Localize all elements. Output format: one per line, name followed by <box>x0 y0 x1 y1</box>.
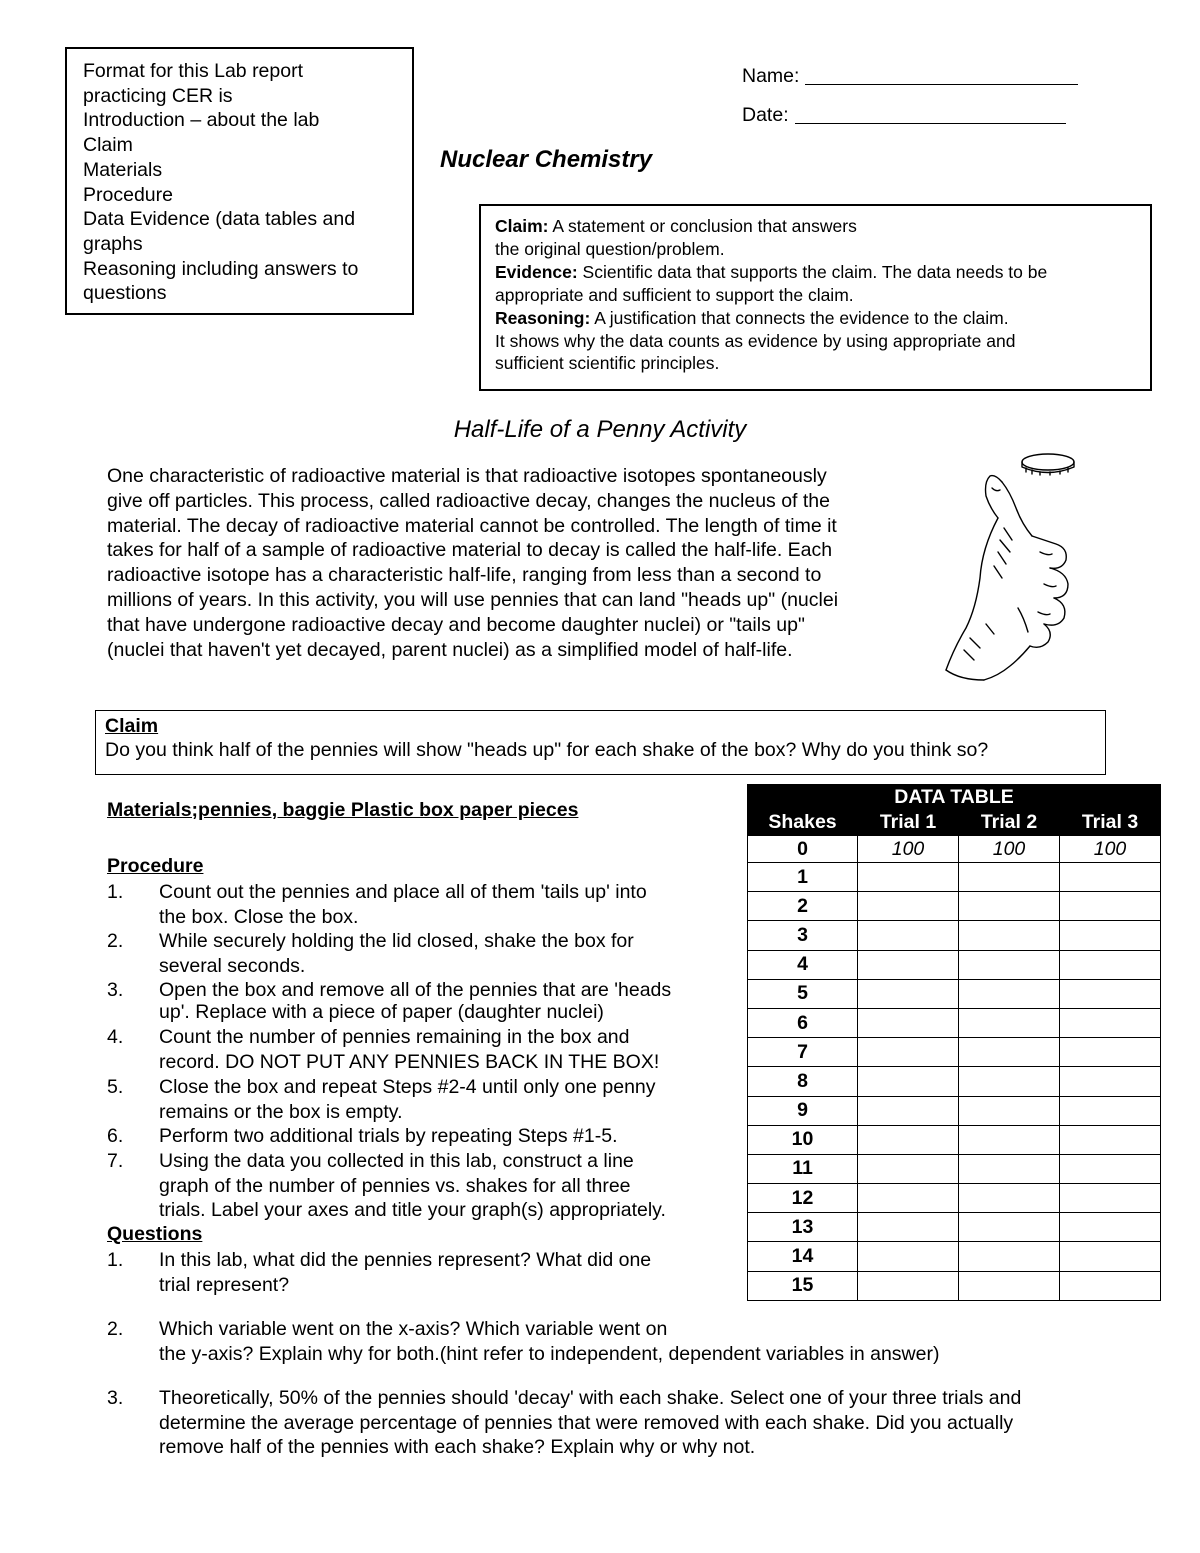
step-number: 6. <box>107 1125 124 1147</box>
column-header-trial-2: Trial 2 <box>959 810 1060 836</box>
trial-value-cell[interactable] <box>959 1096 1060 1125</box>
table-row <box>748 1096 1161 1125</box>
trial-value-cell[interactable] <box>1060 921 1161 950</box>
question-text: Theoretically, 50% of the pennies should 'decay' with each shake. Select one of your three trials and <box>159 1387 1022 1409</box>
name-label: Name: <box>742 65 800 87</box>
date-label: Date: <box>742 104 789 126</box>
shake-number-cell: 1 <box>748 863 858 892</box>
format-line: Reasoning including answers to <box>83 257 359 280</box>
trial-value-cell[interactable] <box>858 1038 959 1067</box>
trial-value-cell[interactable] <box>1060 892 1161 921</box>
shake-number-cell: 14 <box>748 1242 858 1271</box>
step-text: Perform two additional trials by repeating Steps #1-5. <box>159 1125 618 1147</box>
step-number: 4. <box>107 1026 124 1048</box>
step-number: 1. <box>107 881 124 903</box>
shake-number-cell: 6 <box>748 1008 858 1037</box>
intro-line: material. The decay of radioactive material cannot be controlled. The length of time it <box>107 514 837 537</box>
trial-value-cell[interactable]: 100 <box>1060 836 1161 863</box>
trial-value-cell[interactable] <box>959 1125 1060 1154</box>
format-line: questions <box>83 282 167 305</box>
format-line: Data Evidence (data tables and <box>83 208 356 231</box>
step-number: 5. <box>107 1076 124 1098</box>
table-row <box>748 950 1161 979</box>
trial-value-cell[interactable] <box>1060 979 1161 1008</box>
trial-value-cell[interactable] <box>858 1008 959 1037</box>
trial-value-cell[interactable] <box>858 950 959 979</box>
evidence-term: Evidence: <box>495 261 578 282</box>
question-text: In this lab, what did the pennies represent? What did one <box>159 1249 652 1271</box>
date-field[interactable] <box>742 104 1066 127</box>
intro-line: that have undergone radioactive decay and become daughter nuclei) or "tails up" <box>107 613 805 636</box>
step-text: Using the data you collected in this lab, construct a line <box>159 1150 634 1172</box>
trial-value-cell[interactable] <box>959 1008 1060 1037</box>
reasoning-definition-cont: It shows why the data counts as evidence by using appropriate and <box>495 330 1016 351</box>
format-box <box>65 47 414 315</box>
data-table-title: DATA TABLE <box>748 785 1161 810</box>
table-row <box>748 979 1161 1008</box>
question-text: trial represent? <box>159 1273 290 1296</box>
trial-value-cell[interactable] <box>1060 1038 1161 1067</box>
format-line: Introduction – about the lab <box>83 109 320 132</box>
table-row <box>748 1184 1161 1213</box>
trial-value-cell[interactable] <box>1060 1008 1161 1037</box>
data-table-body <box>748 836 1161 1301</box>
table-row <box>748 1271 1161 1300</box>
materials-heading: Materials;pennies, baggie Plastic box paper pieces <box>107 799 579 821</box>
shake-number-cell: 3 <box>748 921 858 950</box>
trial-value-cell[interactable] <box>1060 950 1161 979</box>
column-header-trial-1: Trial 1 <box>858 810 959 836</box>
questions-heading: Questions <box>107 1223 203 1245</box>
trial-value-cell[interactable] <box>959 1038 1060 1067</box>
table-row <box>748 863 1161 892</box>
trial-value-cell[interactable] <box>959 1271 1060 1300</box>
trial-value-cell[interactable] <box>1060 1154 1161 1183</box>
table-row <box>748 1125 1161 1154</box>
intro-line: radioactive isotope has a characteristic half-life, ranging from less than a second to <box>107 564 822 587</box>
shake-number-cell: 15 <box>748 1271 858 1300</box>
format-line: Format for this Lab report <box>83 60 304 82</box>
table-row <box>748 836 1161 863</box>
format-line: Materials <box>83 158 163 181</box>
table-row <box>748 921 1161 950</box>
trial-value-cell[interactable] <box>858 1271 959 1300</box>
cer-definitions-box <box>479 204 1152 391</box>
trial-value-cell[interactable] <box>1060 1096 1161 1125</box>
trial-value-cell[interactable] <box>858 1213 959 1242</box>
table-row <box>748 892 1161 921</box>
trial-value-cell[interactable] <box>959 1242 1060 1271</box>
trial-value-cell[interactable] <box>959 1067 1060 1096</box>
trial-value-cell[interactable] <box>1060 1184 1161 1213</box>
intro-paragraph <box>107 464 927 662</box>
format-line: Procedure <box>83 183 173 206</box>
shake-number-cell: 11 <box>748 1154 858 1183</box>
data-table <box>747 784 1161 1301</box>
step-text: up'. Replace with a piece of paper (daughter nuclei) <box>159 1001 604 1023</box>
reasoning-definition-cont: sufficient scientific principles. <box>495 353 720 374</box>
question-text: Which variable went on the x-axis? Which variable went on <box>159 1318 668 1340</box>
format-line: graphs <box>83 232 143 255</box>
table-row <box>748 1038 1161 1067</box>
trial-value-cell[interactable] <box>858 892 959 921</box>
trial-value-cell[interactable] <box>858 1125 959 1154</box>
name-field[interactable] <box>742 65 1078 88</box>
trial-value-cell[interactable] <box>1060 1125 1161 1154</box>
shake-number-cell: 2 <box>748 892 858 921</box>
trial-value-cell[interactable] <box>959 1184 1060 1213</box>
shake-number-cell: 12 <box>748 1184 858 1213</box>
trial-value-cell[interactable] <box>1060 1213 1161 1242</box>
trial-value-cell[interactable] <box>858 863 959 892</box>
hand-flipping-coin-icon <box>940 448 1120 693</box>
trial-value-cell[interactable] <box>858 1096 959 1125</box>
shake-number-cell: 0 <box>748 836 858 863</box>
step-number: 7. <box>107 1150 124 1172</box>
trial-value-cell[interactable] <box>959 1154 1060 1183</box>
column-header-trial-3: Trial 3 <box>1060 810 1161 836</box>
intro-line: takes for half of a sample of radioactive material to decay is called the half-life. Each <box>107 539 833 562</box>
step-text: the box. Close the box. <box>159 905 359 928</box>
table-row <box>748 1154 1161 1183</box>
step-number: 3. <box>107 979 124 1001</box>
trial-value-cell[interactable] <box>959 979 1060 1008</box>
question-number: 3. <box>107 1387 124 1409</box>
question-text: remove half of the pennies with each shake? Explain why or why not. <box>159 1436 756 1459</box>
claim-heading: Claim <box>105 715 159 737</box>
trial-value-cell[interactable] <box>858 979 959 1008</box>
claim-question: Do you think half of the pennies will show "heads up" for each shake of the box? Why do you think so? <box>105 739 989 761</box>
step-text: Count the number of pennies remaining in the box and <box>159 1026 630 1048</box>
claim-text: A statement or conclusion that answers <box>548 216 857 236</box>
intro-line: give off particles. This process, called radioactive decay, changes the nucleus of the <box>107 489 830 512</box>
trial-value-cell[interactable]: 100 <box>858 836 959 863</box>
evidence-definition <box>495 261 1150 284</box>
table-row <box>748 1067 1161 1096</box>
claim-box <box>95 710 1106 775</box>
reasoning-term: Reasoning: <box>495 307 591 328</box>
format-line: Claim <box>83 134 133 157</box>
trial-value-cell[interactable] <box>1060 1067 1161 1096</box>
trial-value-cell[interactable] <box>1060 1242 1161 1271</box>
step-text: Count out the pennies and place all of them 'tails up' into <box>159 881 647 903</box>
step-number: 2. <box>107 930 124 952</box>
trial-value-cell[interactable] <box>959 921 1060 950</box>
trial-value-cell[interactable] <box>959 1213 1060 1242</box>
intro-line: (nuclei that haven't yet decayed, parent nuclei) as a simplified model of half-life. <box>107 638 793 661</box>
claim-definition <box>495 215 1150 238</box>
column-header-shakes: Shakes <box>748 810 858 836</box>
reasoning-text: A justification that connects the evidence to the claim. <box>590 307 1009 328</box>
intro-line: millions of years. In this activity, you will use pennies that can land "heads up" (nuclei <box>107 588 839 611</box>
shake-number-cell: 7 <box>748 1038 858 1067</box>
step-text: Open the box and remove all of the pennies that are 'heads <box>159 979 672 1001</box>
trial-value-cell[interactable] <box>1060 1271 1161 1300</box>
claim-term: Claim: <box>495 216 549 236</box>
trial-value-cell[interactable] <box>858 1154 959 1183</box>
question-text: the y-axis? Explain why for both.(hint refer to independent, dependent variables in answer) <box>159 1342 940 1365</box>
question-text: determine the average percentage of pennies that were removed with each shake. Did you actually <box>159 1411 1014 1434</box>
trial-value-cell[interactable] <box>959 950 1060 979</box>
trial-value-cell[interactable] <box>959 863 1060 892</box>
format-line: practicing CER is <box>83 84 233 107</box>
question-number: 2. <box>107 1318 124 1340</box>
date-blank[interactable] <box>795 104 1066 124</box>
trial-value-cell[interactable] <box>858 1067 959 1096</box>
evidence-definition-cont: appropriate and sufficient to support the claim. <box>495 284 854 305</box>
step-text: Close the box and repeat Steps #2-4 until only one penny <box>159 1076 656 1098</box>
shake-number-cell: 9 <box>748 1096 858 1125</box>
table-row <box>748 1242 1161 1271</box>
shake-number-cell: 5 <box>748 979 858 1008</box>
trial-value-cell[interactable] <box>959 892 1060 921</box>
shake-number-cell: 8 <box>748 1067 858 1096</box>
trial-value-cell[interactable] <box>858 921 959 950</box>
table-row <box>748 1008 1161 1037</box>
table-row <box>748 1213 1161 1242</box>
trial-value-cell[interactable] <box>1060 863 1161 892</box>
shake-number-cell: 10 <box>748 1125 858 1154</box>
step-text: several seconds. <box>159 954 306 977</box>
claim-definition-cont: the original question/problem. <box>495 238 725 259</box>
trial-value-cell[interactable] <box>858 1242 959 1271</box>
step-text: remains or the box is empty. <box>159 1100 403 1123</box>
shake-number-cell: 4 <box>748 950 858 979</box>
trial-value-cell[interactable]: 100 <box>959 836 1060 863</box>
evidence-text: Scientific data that supports the claim. The data needs to be <box>577 261 1048 282</box>
procedure-heading: Procedure <box>107 855 204 877</box>
step-text: graph of the number of pennies vs. shakes for all three <box>159 1174 631 1197</box>
name-blank[interactable] <box>805 65 1078 85</box>
activity-title: Half-Life of a Penny Activity <box>453 416 747 443</box>
intro-line: One characteristic of radioactive material is that radioactive isotopes spontaneously <box>107 465 827 487</box>
trial-value-cell[interactable] <box>858 1184 959 1213</box>
page-title: Nuclear Chemistry <box>440 146 653 173</box>
step-text: While securely holding the lid closed, shake the box for <box>159 930 634 952</box>
question-number: 1. <box>107 1249 124 1271</box>
step-text: record. DO NOT PUT ANY PENNIES BACK IN THE BOX! <box>159 1050 660 1073</box>
reasoning-definition <box>495 307 1150 330</box>
shake-number-cell: 13 <box>748 1213 858 1242</box>
step-text: trials. Label your axes and title your graph(s) appropriately. <box>159 1199 666 1222</box>
